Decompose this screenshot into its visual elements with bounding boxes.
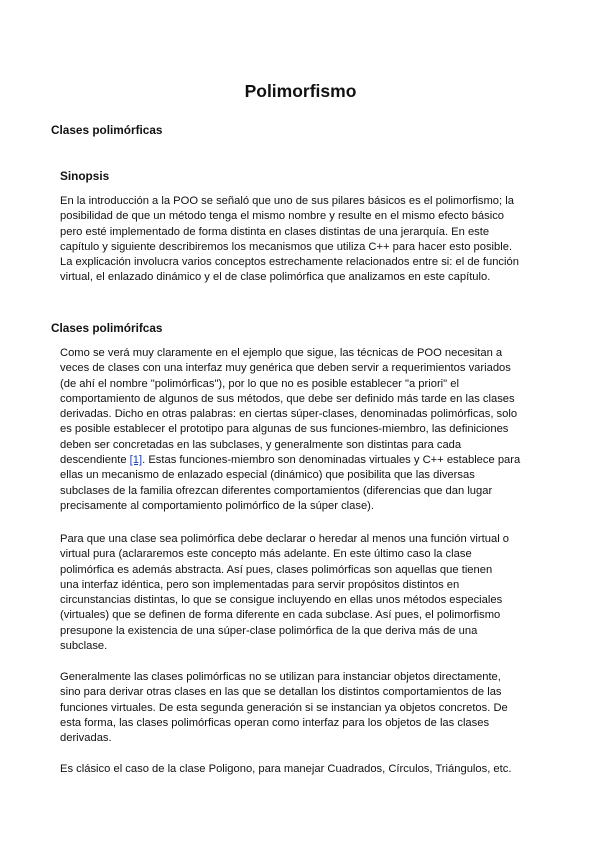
text-line: esta forma, las clases polimórficas operan como interfaz para los objetos de las clases <box>60 716 490 729</box>
text-line: sino para derivar otras clases en las que se detallan los distintos comportamientos de las <box>60 686 502 699</box>
text-line: Generalmente las clases polimórficas no se utilizan para instanciar objetos directamente, <box>60 671 501 683</box>
text-line: (virtuales) que se definen de forma diferente en cada subclase. Así pues, el polimorfismo <box>60 609 501 622</box>
text-fragment: descendiente <box>60 454 130 467</box>
text-line: una interfaz idéntica, pero son implementadas para servir propósitos distintos en <box>60 578 460 591</box>
text-fragment: . Estas funciones-miembro son denominadas virtuales y C++ establece para <box>142 454 521 467</box>
text-line: presupone la existencia de una súper-clase polimórfica de la que deriva más de una <box>60 624 478 637</box>
text-line: En la introducción a la POO se señaló que uno de sus pilares básicos es el polimorfismo; la <box>60 195 514 207</box>
text-line: derivadas. Dicho en otras palabras: en ciertas súper-clases, denominadas polimórficas, solo <box>60 408 518 421</box>
sinopsis-heading: Sinopsis <box>60 169 110 183</box>
text-line: veces de clases con una interfaz muy genérica que deben servir a requerimientos variados <box>60 362 511 375</box>
clases-paragraph-2 <box>60 532 550 654</box>
text-line: subclase. <box>60 640 108 653</box>
footnote-link[interactable]: [1] <box>129 454 143 467</box>
text-line: deben ser concretadas en las subclases, y generalmente son distintas para cada <box>60 438 462 451</box>
text-line: ellas un mecanismo de enlazado especial (dinámico) que posibilita que las diversas <box>60 469 475 482</box>
section-heading: Clases polimórficas <box>51 123 163 137</box>
text-line: capítulo y siguiente describiremos los mecanismos que utiliza C++ para hacer esto posible. <box>60 240 513 253</box>
text-line: subclases de la familia ofrezcan diferentes comportamientos (diferencias que dan lugar <box>60 484 493 497</box>
text-line: comportamiento de algunos de sus métodos, que debe ser definido más tarde en las clases <box>60 392 515 405</box>
text-line: polimórfica es además abstracta. Así pues, clases polimórficas son aquellas que tienen <box>60 563 493 576</box>
text-line-with-footnote <box>60 453 550 468</box>
text-line: virtual, el enlazado dinámico y el de clase polimórfica que analizamos en este capítulo. <box>60 271 491 284</box>
text-line: es posible establecer el prototipo para algunas de sus funciones-miembro, las definiciones <box>60 423 509 436</box>
clases-paragraph-1 <box>60 346 550 514</box>
text-line: (de ahí el nombre "polimórficas"), por lo que no es posible establecer "a priori" el <box>60 377 459 390</box>
text-line: virtual pura (aclararemos este concepto más adelante. En este último caso la clase <box>60 548 472 561</box>
text-line: pero esté implementado de forma distinta en clases distintas de una jerarquía. En este <box>60 225 490 238</box>
text-line: funciones virtuales. De esta segunda generación si se instancian ya objetos concretos. De <box>60 701 508 714</box>
text-line: posibilidad de que un método tenga el mismo nombre y resulte en el mismo efecto básico <box>60 210 505 223</box>
text-line: Es clásico el caso de la clase Poligono, para manejar Cuadrados, Círculos, Triángulos, etc. <box>60 763 512 775</box>
text-line: precisamente al comportamiento polimórfico de la súper clase). <box>60 499 375 512</box>
text-line: circunstancias distintas, lo que se consigue incluyendo en ellas unos métodos especiales <box>60 594 503 607</box>
clases-paragraph-3 <box>60 670 550 746</box>
text-line: Para que una clase sea polimórfica debe declarar o heredar al menos una función virtual o <box>60 533 510 545</box>
text-line: derivadas. <box>60 732 112 745</box>
clases-paragraph-4 <box>60 762 550 777</box>
text-line: La explicación involucra varios conceptos estrechamente relacionados entre si: el de función <box>60 256 519 269</box>
sinopsis-paragraph <box>60 194 550 286</box>
clases-heading: Clases polimórifcas <box>51 321 163 335</box>
page-title: Polimorfismo <box>244 81 357 101</box>
text-line: Como se verá muy claramente en el ejemplo que sigue, las técnicas de POO necesitan a <box>60 347 503 359</box>
